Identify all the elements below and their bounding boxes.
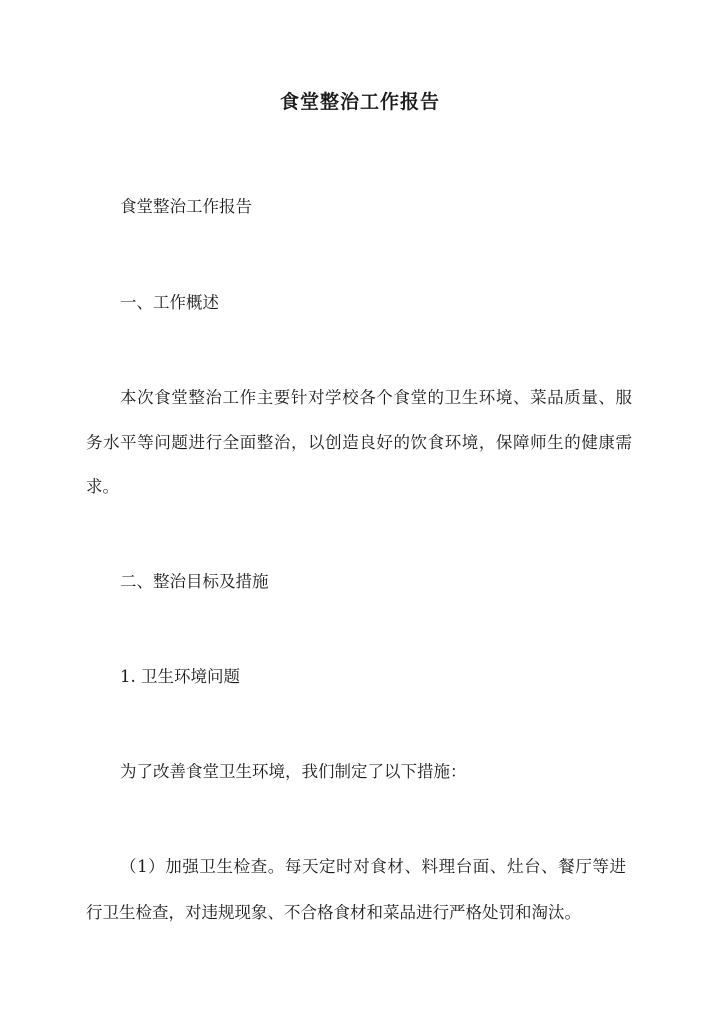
section-heading-overview: 一、工作概述 bbox=[120, 293, 219, 312]
paragraph-line: 求。 bbox=[86, 477, 119, 496]
paragraph-line: 为了改善食堂卫生环境，我们制定了以下措施： bbox=[120, 762, 467, 781]
document-title: 食堂整治工作报告 bbox=[279, 91, 440, 113]
subsection-heading-hygiene: 1. 卫生环境问题 bbox=[120, 667, 240, 686]
section-heading-goals: 二、整治目标及措施 bbox=[120, 572, 269, 591]
paragraph-line: 行卫生检查，对违规现象、不合格食材和菜品进行严格处罚和淘汰。 bbox=[86, 903, 581, 922]
document-subtitle: 食堂整治工作报告 bbox=[120, 197, 252, 216]
paragraph-line: （1）加强卫生检查。每天定时对食材、料理台面、灶台、餐厅等进 bbox=[120, 857, 626, 876]
paragraph-line: 务水平等问题进行全面整治，以创造良好的饮食环境，保障师生的健康需 bbox=[86, 433, 632, 452]
paragraph-line: 本次食堂整治工作主要针对学校各个食堂的卫生环境、菜品质量、服 bbox=[120, 388, 632, 407]
